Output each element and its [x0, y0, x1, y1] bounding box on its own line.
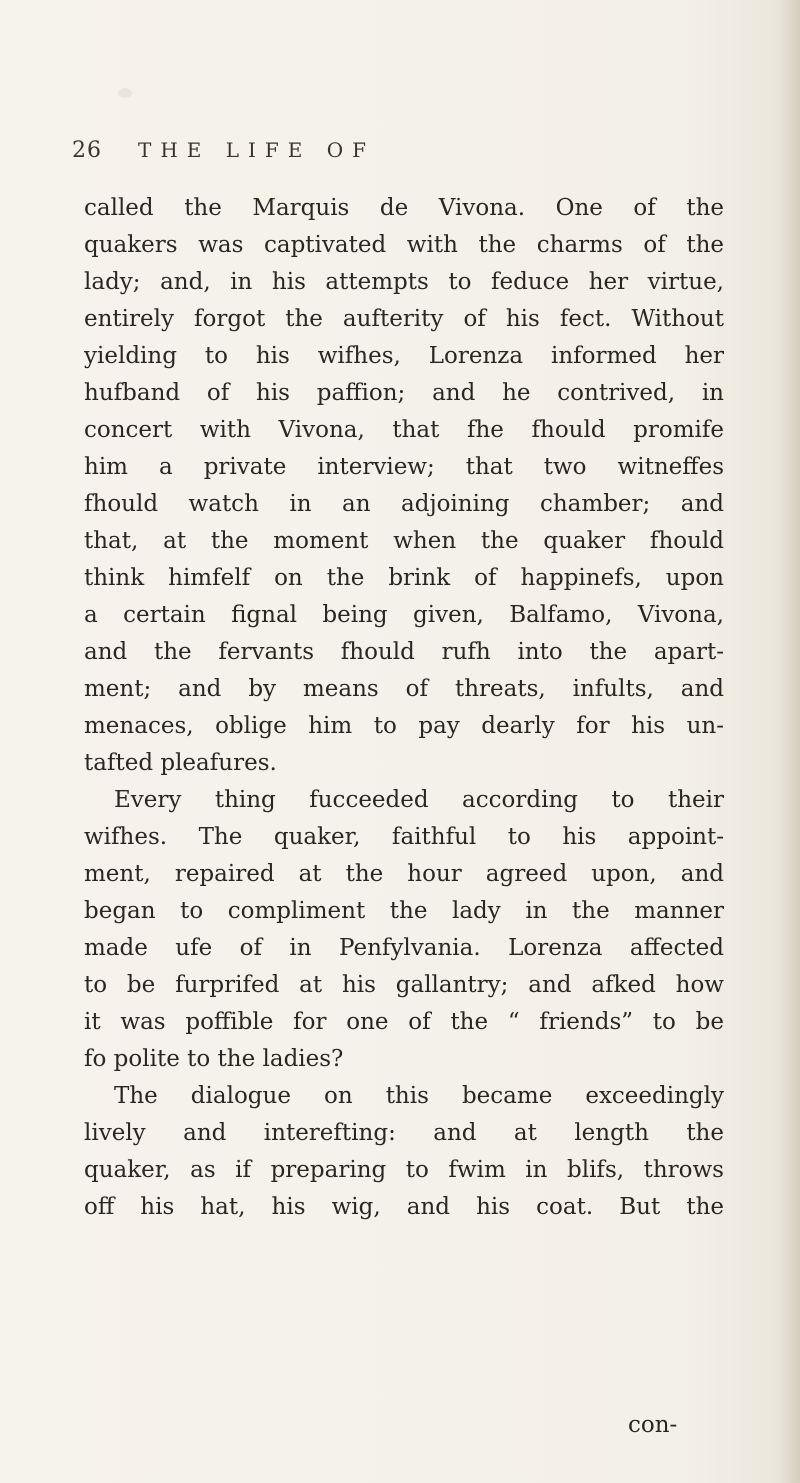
- text-line: fo polite to the ladies?: [84, 1046, 344, 1072]
- text-line: quaker, as if preparing to fwim in blifs, throws: [84, 1157, 724, 1183]
- text-line: yielding to his wifhes, Lorenza informed her: [84, 343, 724, 369]
- catchword: con-: [628, 1412, 678, 1438]
- text-line: him a private interview; that two witneffes: [84, 454, 724, 480]
- text-line: tafted pleafures.: [84, 750, 277, 776]
- text-line: entirely forgot the aufterity of his fect. Without: [84, 306, 724, 332]
- text-line: ment; and by means of threats, infults, and: [84, 676, 724, 702]
- paper-smudge: [118, 88, 132, 98]
- text-line: think himfelf on the brink of happinefs, upon: [84, 565, 724, 591]
- text-line: menaces, oblige him to pay dearly for his un-: [84, 713, 724, 739]
- running-head-title: THE LIFE OF: [138, 138, 376, 162]
- text-line-paragraph-start: Every thing fucceeded according to their: [114, 787, 724, 813]
- text-line: ment, repaired at the hour agreed upon, and: [84, 861, 724, 887]
- text-line-paragraph-start: The dialogue on this became exceedingly: [114, 1083, 724, 1109]
- text-line: wifhes. The quaker, faithful to his appoint-: [84, 824, 724, 850]
- text-line: quakers was captivated with the charms of the: [84, 232, 724, 258]
- running-head: [0, 138, 800, 174]
- text-line: lady; and, in his attempts to feduce her virtue,: [84, 269, 724, 295]
- text-line: and the fervants fhould rufh into the apart-: [84, 639, 724, 665]
- text-line: to be furprifed at his gallantry; and afked how: [84, 972, 724, 998]
- page-edge-shadow: [780, 0, 800, 1483]
- text-line: a certain fignal being given, Balfamo, Vivona,: [84, 602, 724, 628]
- page-number: 26: [72, 138, 102, 163]
- text-line: began to compliment the lady in the manner: [84, 898, 724, 924]
- text-line: off his hat, his wig, and his coat. But the: [84, 1194, 724, 1220]
- text-line: hufband of his paffion; and he contrived, in: [84, 380, 724, 406]
- text-line: called the Marquis de Vivona. One of the: [84, 195, 724, 221]
- text-line: made ufe of in Penfylvania. Lorenza affected: [84, 935, 724, 961]
- text-line: lively and interefting: and at length the: [84, 1120, 724, 1146]
- body-text: [84, 190, 724, 1226]
- text-line: concert with Vivona, that fhe fhould promife: [84, 417, 724, 443]
- text-line: that, at the moment when the quaker fhould: [84, 528, 724, 554]
- text-line: fhould watch in an adjoining chamber; and: [84, 491, 724, 517]
- text-line: it was poffible for one of the “ friends” to be: [84, 1009, 724, 1035]
